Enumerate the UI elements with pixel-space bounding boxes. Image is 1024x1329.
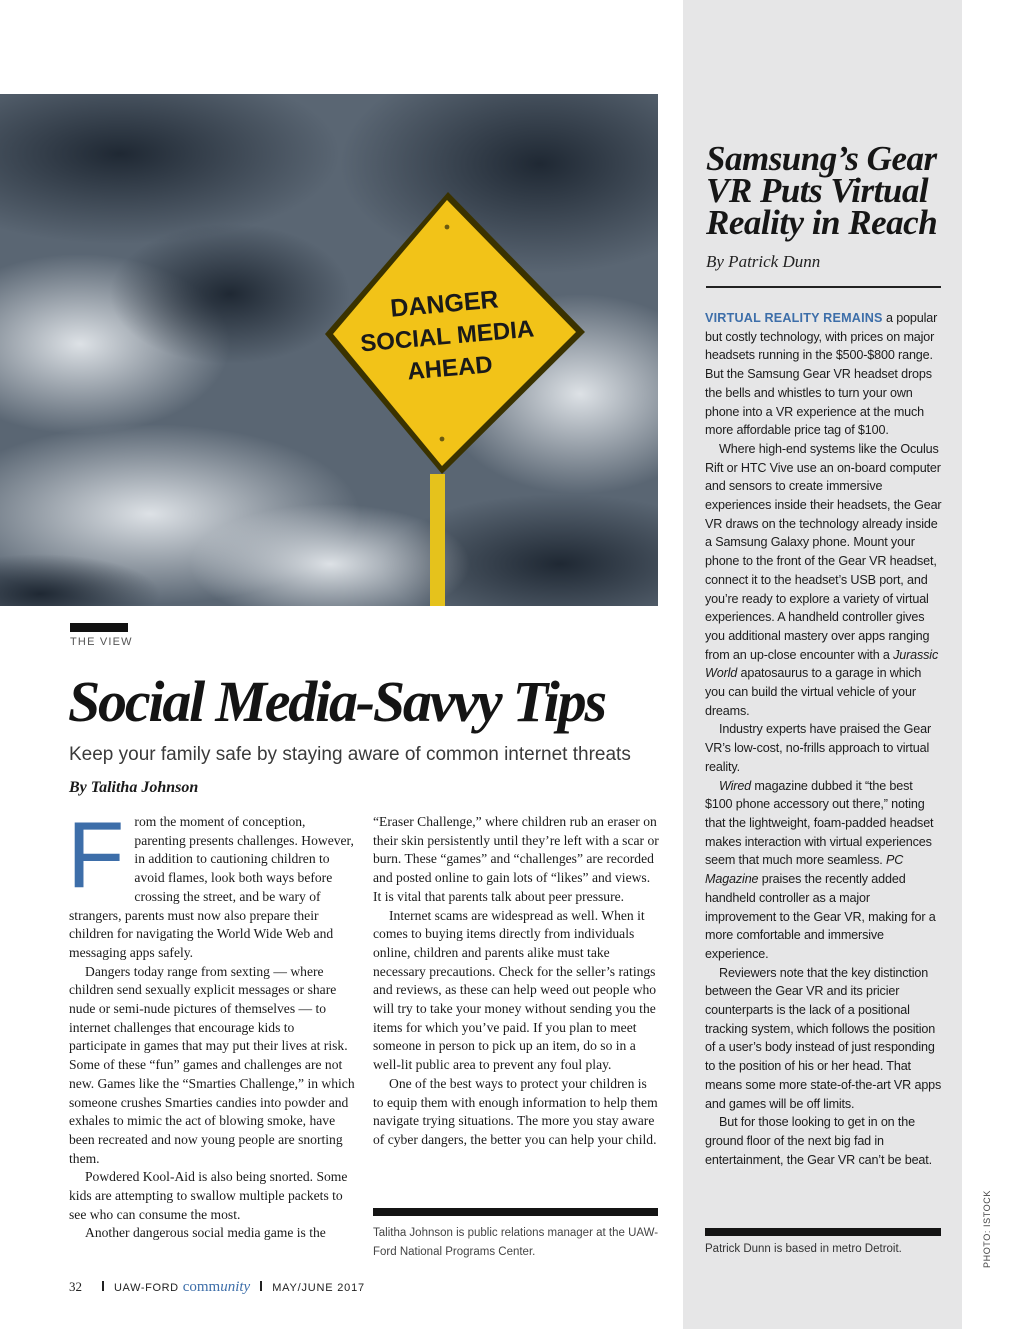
footer-separator (102, 1281, 104, 1291)
sidebar-italic: PC Magazine (705, 853, 904, 887)
sidebar-text: apatosaurus to a garage in which you can build the virtual vehicle of your dreams. (705, 666, 922, 718)
storm-clouds-illustration (0, 94, 658, 606)
article-paragraph: rom the moment of conception, parenting presents challenges. However, in addition to cautioning children to avoid flames, look both ways before crossing the street, and be wary of strangers, parents must now also prepare their children for navigating the World Wide Web and messaging apps safely. (69, 814, 354, 960)
sidebar-paragraph (705, 309, 943, 440)
article-paragraph: Another dangerous social media game is the (85, 1225, 326, 1241)
footer-brand-logo (183, 1279, 251, 1296)
sidebar-end-bar (705, 1228, 941, 1236)
footer-issue-date: MAY/JUNE 2017 (272, 1282, 365, 1294)
sign-line-2: SOCIAL MEDIA (359, 315, 536, 358)
hero-photo (0, 94, 658, 606)
article-end-bar (373, 1208, 658, 1216)
sidebar-italic: Wired (719, 778, 752, 793)
sidebar-body (705, 309, 943, 1169)
sidebar-byline: By Patrick Dunn (706, 252, 821, 271)
kicker-bar (70, 623, 128, 632)
article-column-2 (373, 813, 659, 1150)
article-author-bio: Talitha Johnson is public relations manager at the UAW-Ford National Programs Center. (373, 1227, 659, 1258)
article-title: Social Media-Savvy Tips (68, 669, 605, 734)
sign-pole (430, 474, 445, 606)
photo-credit-text: PHOTO: ISTOCK (982, 1190, 992, 1268)
sidebar-paragraph: Industry experts have praised the Gear VR’s low-cost, no-frills approach to virtual reality. (705, 722, 932, 774)
article-paragraph: Dangers today range from sexting — where children send sexually explicit messages or share nude or semi-nude pictures of themselves — to internet challenges that encourage kids to participate in games that may put their lives at risk. Some of these “fun” games and challenges are not new. Games like the “Smarties Challenge,” in which someone crushes Smarties candies into powder and exhales to mimic the act of blowing smoke, have been recreated and now young people are snorting them. (69, 963, 355, 1166)
page-footer (69, 1279, 365, 1296)
page-number: 32 (69, 1279, 82, 1294)
sidebar-text: magazine dubbed it “the best $100 phone accessory out there,” noting that the lightweight, foam-padded headset makes interaction with virtual experiences seem that much more seamless. (705, 778, 934, 868)
section-kicker: THE VIEW (70, 636, 133, 648)
sidebar-leadin: VIRTUAL REALITY REMAINS (705, 311, 883, 325)
sidebar-text: Where high-end systems like the Oculus Rift or HTC Vive use an on-board computer and sensors to create immersive experiences inside their headsets, the Gear VR draws on the technology already inside a Samsung Galaxy phone. Mount your phone to the front of the Gear VR headset, connect it to the headset’s USB port, and you’re ready to explore a variety of virtual experiences. A handheld controller gives you additional mastery over apps ranging from an up-close encounter with a (705, 441, 942, 662)
sidebar-paragraph (705, 440, 943, 721)
sidebar-paragraph (705, 777, 943, 964)
sidebar-italic: Jurassic World (705, 647, 939, 681)
article-paragraph: “Eraser Challenge,” where children rub an eraser on their skin persistently until they’re left with a scar or burn. These “games” and “challenges” are recorded and posted online to gain lots of “likes” and views. It is vital that parents talk about peer pressure. (373, 814, 659, 904)
footer-brand-comm: comm (182, 1279, 221, 1295)
article-paragraph: Powdered Kool-Aid is also being snorted. Some kids are attempting to swallow multiple packets to see who can consume the most. (69, 1169, 348, 1222)
article-byline: By Talitha Johnson (69, 779, 199, 796)
footer-separator (260, 1281, 262, 1291)
article-subtitle: Keep your family safe by staying aware of common internet threats (69, 744, 631, 765)
article-paragraph: One of the best ways to protect your children is to equip them with enough information to help them navigate trying situations. The more you stay aware of cyber dangers, the better you can help your child. (373, 1075, 658, 1147)
drop-cap: F (67, 802, 125, 907)
sidebar-title: Samsung’s Gear VR Puts Virtual Reality in Reach (706, 139, 938, 242)
sign-line-1: DANGER (389, 285, 500, 323)
photo-credit (982, 1128, 996, 1268)
sign-line-3: AHEAD (406, 351, 494, 386)
article-column-1 (67, 802, 355, 1243)
sidebar-divider (706, 286, 941, 288)
footer-brand-unity: unity (220, 1279, 251, 1295)
sidebar-text: praises the recently added handheld controller as a major improvement to the Gear VR, making for a more comfortable and immersive experience. (705, 872, 936, 961)
footer-brand-prefix: UAW-FORD (114, 1282, 179, 1294)
sidebar-author-bio: Patrick Dunn is based in metro Detroit. (705, 1243, 902, 1255)
article-paragraph: Internet scams are widespread as well. When it comes to buying items directly from individuals online, children and parents alike must take necessary precautions. Check for the seller’s ratings and reviews, as these can help weed out people who will try to take your money without sending you the items for which you’ve paid. If you plan to meet someone in person to pick up an item, do so in a well-lit public area to prevent any foul play. (373, 907, 657, 1073)
sidebar-text: a popular but costly technology, with prices on major headsets running in the $500-$800 range. But the Samsung Gear VR headset drops the bells and whistles to turn your own phone into a VR experience at the much more affordable price tag of $100. (705, 311, 938, 438)
sidebar-paragraph: But for those looking to get in on the ground floor of the next big fad in entertainment, the Gear VR can’t be beat. (705, 1115, 932, 1167)
sidebar-paragraph: Reviewers note that the key distinction between the Gear VR and its pricier counterparts is the lack of a positional tracking system, which follows the position of a user’s body instead of just responding to the position of his or her head. That means some more state-of-the-art VR apps and games will be off limits. (705, 965, 942, 1111)
